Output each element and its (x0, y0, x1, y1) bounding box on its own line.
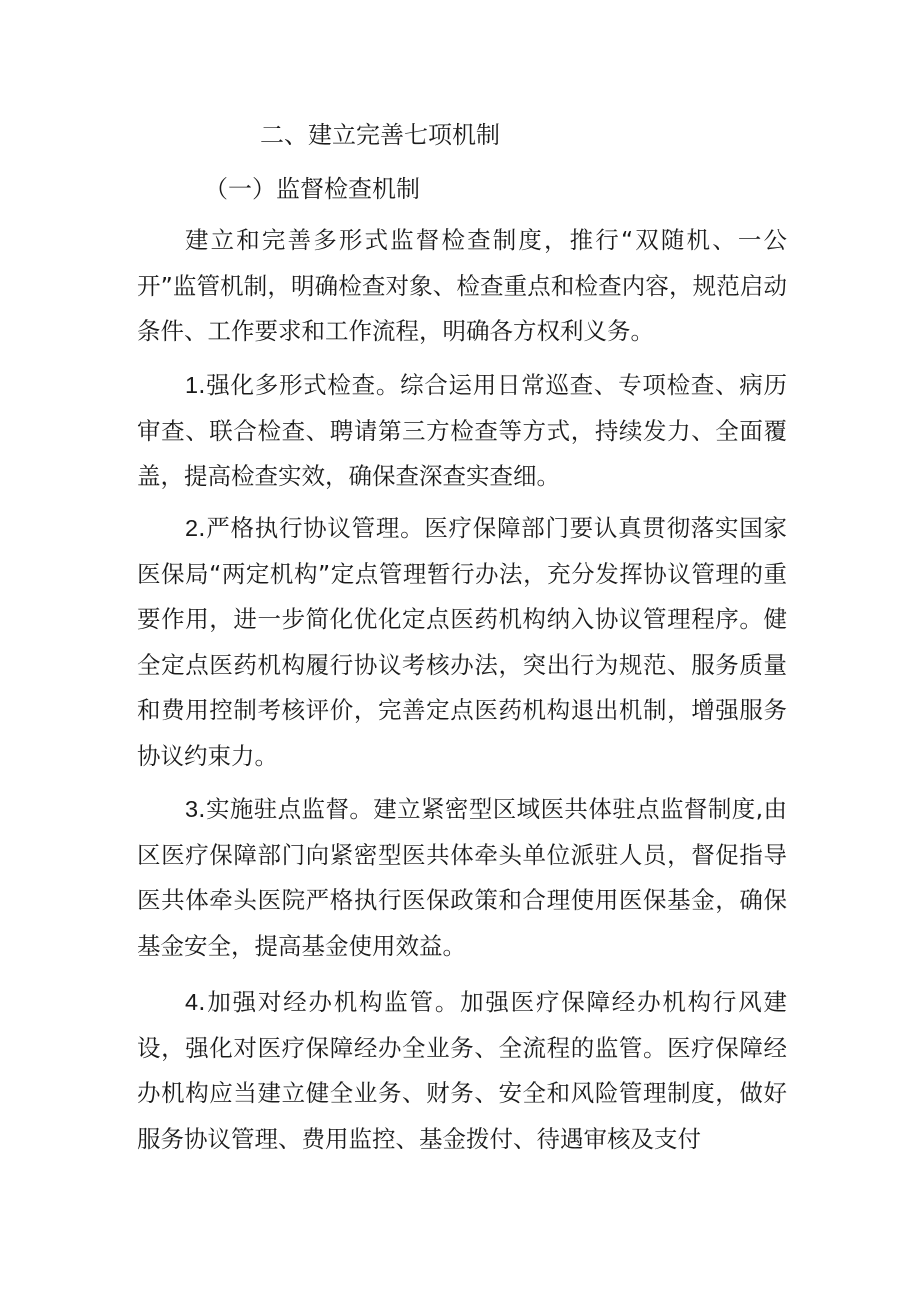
item-text: .严格执行协议管理。医疗保障部门要认真贯彻落实国家医保局“两定机构”定点管理暂行办法，充分发挥协议管理的重要作用，进一步简化优化定点医药机构纳入协议管理程序。健全定点医药机构履行协议考核办法，突出行为规范、服务质量和费用控制考核评价，完善定点医药机构退出机制，增强服务协议约束力。 (137, 514, 787, 770)
item-number: 4 (185, 989, 199, 1015)
item-number: 3 (185, 796, 199, 822)
item-text: .加强对经办机构监管。加强医疗保障经办机构行风建设，强化对医疗保障经办全业务、全流程的监管。医疗保障经办机构应当建立健全业务、财务、安全和风险管理制度，做好服务协议管理、费用监控、基金拨付、待遇审核及支付 (137, 988, 787, 1153)
item-text: .强化多形式检查。综合运用日常巡查、专项检查、病历审查、联合检查、聘请第三方检查等方式，持续发力、全面覆盖，提高检查实效，确保查深查实查细。 (137, 371, 787, 490)
item-number: 2 (185, 515, 199, 541)
section-heading: 二、建立完善七项机制 (260, 121, 500, 149)
subsection-heading: （一）监督检查机制 (204, 175, 420, 203)
intro-paragraph: 建立和完善多形式监督检查制度，推行“双随机、一公开”监管机制，明确检查对象、检查重点和检查内容，规范启动条件、工作要求和工作流程，明确各方权利义务。 (137, 226, 787, 345)
list-item (137, 787, 787, 969)
item-number: 1 (185, 372, 199, 398)
list-item (137, 980, 787, 1162)
item-text: .实施驻点监督。建立紧密型区域医共体驻点监督制度,由区医疗保障部门向紧密型医共体牵头单位派驻人员，督促指导医共体牵头医院严格执行医保政策和合理使用医保基金，确保基金安全，提高基金使用效益。 (137, 795, 787, 960)
list-item (137, 363, 787, 500)
list-item (137, 506, 787, 779)
